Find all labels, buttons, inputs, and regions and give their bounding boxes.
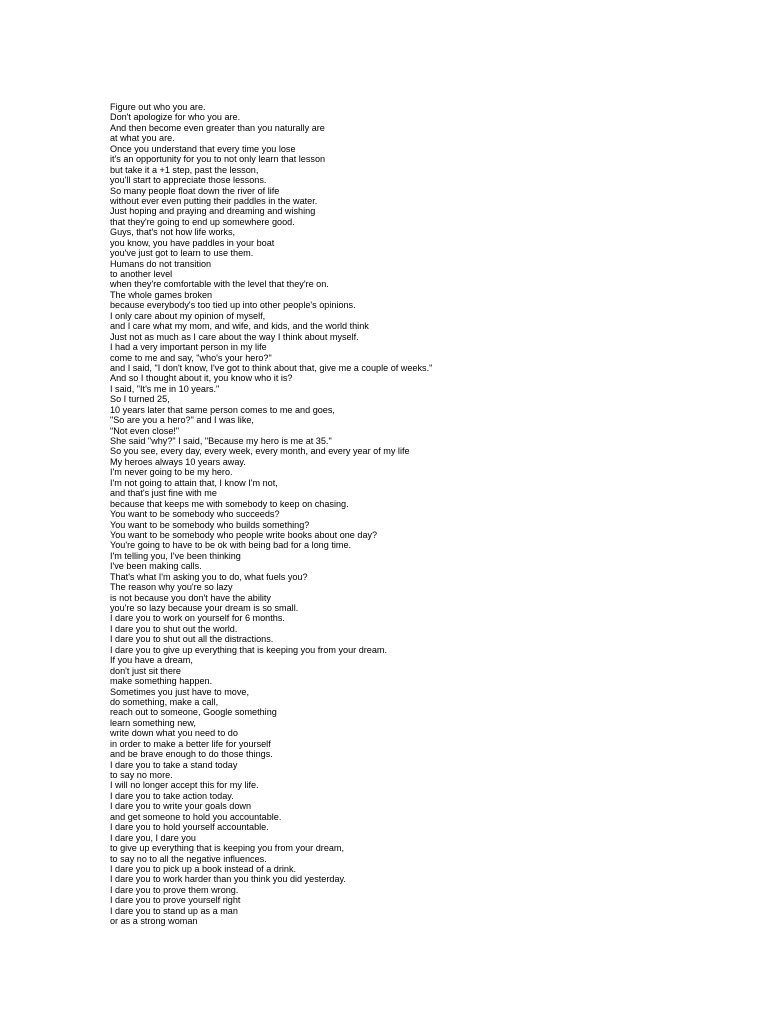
text-line: Just hoping and praying and dreaming and wishing: [110, 206, 316, 217]
text-line: or as a strong woman: [110, 916, 198, 927]
text-line: I said, "It's me in 10 years.": [110, 383, 220, 394]
text-line: Once you understand that every time you lose: [110, 143, 296, 154]
text-line: and be brave enough to do those things.: [110, 749, 273, 760]
text-line: and I said, "I don't know, I've got to think about that, give me a couple of weeks.": [110, 362, 433, 373]
text-line: it's an opportunity for you to not only learn that lesson: [110, 154, 326, 165]
text-line: "So are you a hero?" and I was like,: [110, 415, 254, 426]
text-line: Don't apologize for who you are.: [110, 112, 241, 123]
text-line: I only care about my opinion of myself,: [110, 310, 266, 321]
text-line: That's what I'm asking you to do, what fuels you?: [110, 571, 308, 582]
text-line: to say no more.: [110, 770, 173, 780]
text-line: You want to be somebody who people write books about one day?: [110, 529, 378, 540]
text-line: I'm telling you, I've been thinking: [110, 550, 241, 561]
text-line: but take it a +1 step, past the lesson,: [110, 164, 259, 175]
text-line: The reason why you're so lazy: [110, 582, 233, 593]
text-line: 10 years later that same person comes to me and goes,: [110, 404, 335, 415]
text-line: So you see, every day, every week, every month, and every year of my life: [110, 446, 410, 457]
text-line: Guys, that's not how life works,: [110, 227, 236, 238]
text-line: and I care what my mom, and wife, and kids, and the world think: [110, 321, 369, 332]
document-text: [110, 102, 730, 927]
text-line: you know, you have paddles in your boat: [110, 237, 275, 248]
text-line: when they're comfortable with the level that they're on.: [110, 279, 329, 290]
text-line: I dare you to prove yourself right: [110, 895, 241, 906]
text-line: I'm never going to be my hero.: [110, 467, 233, 478]
text-line: "Not even close!": [110, 425, 180, 436]
text-line: in order to make a better life for yourself: [110, 738, 271, 749]
text-line: I dare you to hold yourself accountable.: [110, 822, 269, 833]
text-line: you'll start to appreciate those lessons.: [110, 175, 267, 186]
text-line: and get someone to hold you accountable.: [110, 811, 282, 822]
text-line: because that keeps me with somebody to keep on chasing.: [110, 498, 349, 509]
text-line: write down what you need to do: [110, 728, 238, 739]
text-line: I dare you to work harder than you think you did yesterday.: [110, 874, 346, 885]
text-line: you've just got to learn to use them.: [110, 248, 254, 259]
text-line: to say no to all the negative influences.: [110, 853, 267, 864]
text-line: I dare you to shut out the world.: [110, 623, 238, 634]
text-line: So many people float down the river of life: [110, 185, 280, 196]
text-line: You want to be somebody who succeeds?: [110, 509, 280, 520]
text-line: I'm not going to attain that, I know I'm not,: [110, 477, 278, 488]
text-line: and that's just fine with me: [110, 488, 217, 499]
text-line: She said "why?" I said, "Because my hero is me at 35.": [110, 436, 332, 446]
text-line: I will no longer accept this for my life.: [110, 780, 259, 791]
text-line: My heroes always 10 years away.: [110, 456, 246, 467]
text-line: I dare you to stand up as a man: [110, 905, 238, 916]
text-line: The whole games broken: [110, 289, 213, 300]
text-line: I've been making calls.: [110, 561, 202, 572]
text-line: you're so lazy because your dream is so small.: [110, 603, 299, 613]
text-line: come to me and say, "who's your hero?": [110, 352, 272, 363]
text-line: do something, make a call,: [110, 696, 219, 707]
text-line: I dare you to pick up a book instead of a drink.: [110, 863, 297, 874]
text-line: Humans do not transition: [110, 258, 212, 269]
text-line: I had a very important person in my life: [110, 342, 267, 353]
text-line: I dare you to give up everything that is keeping you from your dream.: [110, 644, 388, 655]
text-line: reach out to someone, Google something: [110, 707, 277, 718]
text-line: because everybody's too tied up into other people's opinions.: [110, 300, 356, 311]
text-line: I dare you to take a stand today: [110, 759, 238, 770]
text-line: And so I thought about it, you know who it is?: [110, 373, 293, 384]
text-line: And then become even greater than you naturally are: [110, 122, 325, 133]
text-line: I dare you to prove them wrong.: [110, 884, 239, 895]
text-line: I dare you to work on yourself for 6 months.: [110, 613, 285, 624]
text-line: Sometimes you just have to move,: [110, 686, 249, 697]
text-line: I dare you to take action today.: [110, 790, 234, 801]
text-line: at what you are.: [110, 133, 175, 144]
text-line: Figure out who you are.: [110, 102, 206, 112]
text-line: to another level: [110, 269, 173, 279]
text-line: is not because you don't have the ability: [110, 592, 271, 603]
text-line: that they're going to end up somewhere good.: [110, 216, 295, 227]
text-line: If you have a dream,: [110, 655, 193, 666]
text-line: learn something new,: [110, 717, 196, 728]
text-line: You want to be somebody who builds something?: [110, 519, 310, 530]
text-line: make something happen.: [110, 676, 213, 687]
text-line: I dare you, I dare you: [110, 832, 196, 843]
text-line: You're going to have to be ok with being bad for a long time.: [110, 540, 352, 551]
text-line: Just not as much as I care about the way I think about myself.: [110, 331, 359, 342]
text-line: without ever even putting their paddles in the water.: [110, 195, 318, 206]
text-line: don't just sit there: [110, 665, 181, 676]
text-line: I dare you to write your goals down: [110, 801, 252, 812]
text-line: to give up everything that is keeping you from your dream,: [110, 843, 345, 854]
text-line: So I turned 25,: [110, 394, 170, 405]
text-line: I dare you to shut out all the distractions.: [110, 634, 274, 645]
